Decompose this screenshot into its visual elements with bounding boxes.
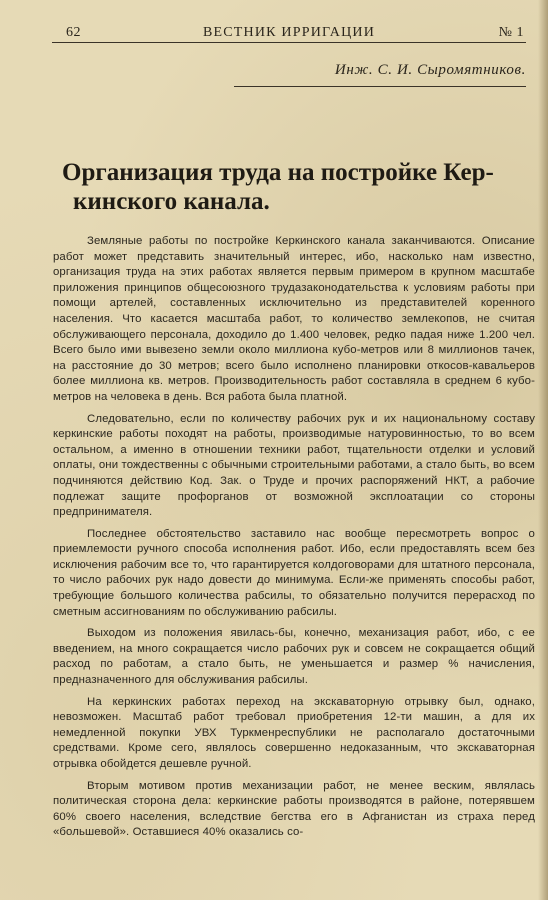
article-body [53,234,535,847]
issue-number: № 1 [498,25,524,40]
paragraph-5: На керкинских работах переход на экскаваторную отрывку был, однако, невозможен. Масштаб работ требовал приобретения 12-ти машин, а для их немедленной покупки УВХ Туркменреспублики не располагало достаточными средствами. Кроме сего, являлось совершенно недоказанным, что экскаваторная отрывка обойдется дешевле ручной. [53,695,535,770]
article-title-line-2: кинского канала. [73,188,270,215]
article-title [62,158,532,216]
paragraph-1: Земляные работы по постройке Керкинского канала заканчиваются. Описание работ может представить значительный интерес, ибо, насколько нам известно, организация труда на этих работах является первым примером в крупном масштабе приложения принципов общесоюзного трудазаконодательства к условиям работы при помощи артелей, составленных исключительно из представителей коренного населения. Что касается масштаба работ, то количество землекопов, не считая обслуживающего персонала, доходило до 1.400 человек, редко падая ниже 1.200 чел. Всего было ими вывезено земли около миллиона кубо-метров или 8 миллионов тачек, на расстояние до 30 метров; всего было исполнено планировки откосов-кавальеров более миллиона кв. метров. Производительность работ составляла в среднем 6 кубо-метров на человека в день. Вся работа была платной. [53,235,535,403]
author-divider [234,86,526,87]
page-number: 62 [66,25,81,40]
journal-title: ВЕСТНИК ИРРИГАЦИИ [202,25,376,40]
running-header [52,24,526,43]
paragraph-3: Последнее обстоятельство заставило нас вообще пересмотреть вопрос о приемлемости ручного способа исполнения работ. Ибо, если предоставлять всем без исключения рабочим все то, что гарантируется колдоговорами для штатного персонала, то число рабочих рук надо довести до минимума. Если-же применять способы работ, требующие большого количества рабсилы, то обязательно получится перерасход по сметным ассигнованиям по обслуживанию рабсилы. [53,527,535,618]
paragraph-6: Вторым мотивом против механизации работ, не менее веским, являлась политическая сторона дела: керкинские работы производятся в районе, потерявшем 60% своего населения, вследствие бегства его в Афганистан из страха перед «большевой». Оставшиеся 40% оказались со- [53,779,535,839]
paragraph-2: Следовательно, если по количеству рабочих рук и их национальному составу керкинские работы походят на работы, производимые натуровинностью, то во всем остальном, а именно в отношении техники работ, тщательности отделки и условий оплаты, они тождественны с обычными строительными работами, а стало быть, во всем подчиняются действию Код. Зак. о Труде и прочих распоряжений НКТ, а рабочие подлежат защите профорганов от возможной эксплоатации со стороны предпринимателя. [53,412,535,519]
page-edge-shadow [538,0,548,900]
paragraph-4: Выходом из положения явилась-бы, конечно, механизация работ, ибо, с ее введением, на много сокращается число рабочих рук и совсем не сокращается общий расход по работам, а стало быть, не уменьшается и размер % начисления, предназначенного для обслуживания рабсилы. [53,627,535,687]
article-title-line-1: Организация труда на постройке Кер- [62,159,494,186]
article-author: Инж. С. И. Сыромятников. [334,62,526,78]
